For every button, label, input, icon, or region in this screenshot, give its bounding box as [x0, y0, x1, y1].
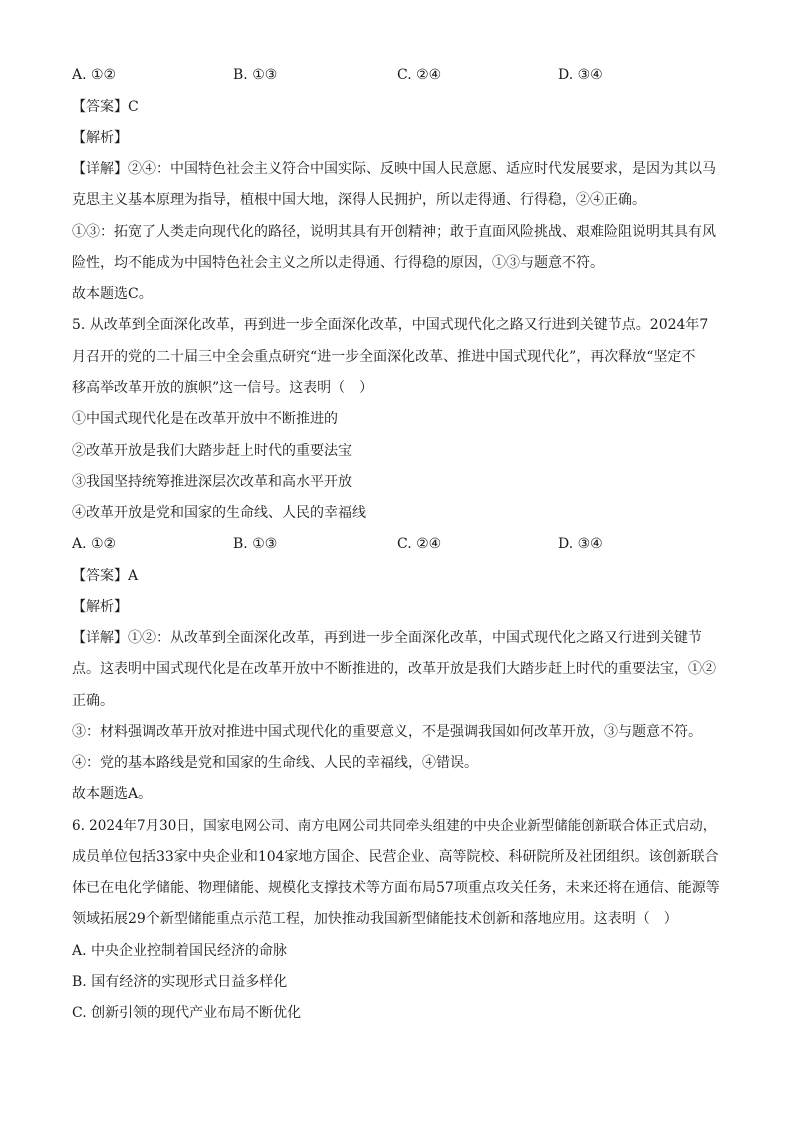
q6-option-c: C. 创新引领的现代产业布局不断优化	[72, 1005, 302, 1021]
q5-answer: 【答案】A	[72, 568, 139, 584]
q4-detail-line: 险性，均不能成为中国特色社会主义之所以走得通、行得稳的原因，①③与题意不符。	[72, 255, 604, 271]
q4-detail-line: 【详解】②④：中国特色社会主义符合中国实际、反映中国人民意愿、适应时代发展要求，是因为其以马	[72, 161, 716, 177]
q4-option-c: C. ②④	[397, 67, 442, 83]
q5-detail-line: 点。这表明中国式现代化是在改革开放中不断推进的，改革开放是我们大踏步赶上时代的重要法宝，①②	[72, 661, 716, 677]
q5-statement-3: ③我国坚持统筹推进深层次改革和高水平开放	[72, 474, 352, 490]
q5-option-b: B. ①③	[233, 536, 278, 552]
q6-stem-line: 成员单位包括33家中央企业和104家地方国企、民营企业、高等院校、科研院所及社团组织。该创新联合	[72, 849, 719, 865]
q5-detail-line: 【详解】①②：从改革到全面深化改革，再到进一步全面深化改革，中国式现代化之路又行进到关键节	[72, 630, 702, 646]
q4-option-b: B. ①③	[233, 67, 278, 83]
q5-stem-line: 移高举改革开放的旗帜”这一信号。这表明（ ）	[72, 380, 374, 396]
q5-detail-line: ④：党的基本路线是党和国家的生命线、人民的幸福线，④错误。	[72, 755, 478, 771]
q4-detail-line: ①③：拓宽了人类走向现代化的路径，说明其具有开创精神；敢于直面风险挑战、艰难险阻说明其具有风	[72, 224, 716, 240]
q4-answer: 【答案】C	[72, 99, 139, 115]
q4-options	[72, 65, 724, 85]
q5-stem-line: 月召开的党的二十届三中全会重点研究“进一步全面深化改革、推进中国式现代化”，再次释放“坚定不	[72, 349, 696, 365]
q5-detail-line: 正确。	[72, 693, 114, 709]
q6-stem-line: 6. 2024年7月30日，国家电网公司、南方电网公司共同牵头组建的中央企业新型储能创新联合体正式启动，	[72, 818, 717, 834]
q5-options	[72, 534, 724, 554]
q5-option-a: A. ①②	[72, 536, 117, 552]
q4-option-d: D. ③④	[558, 67, 603, 83]
q6-option-a: A. 中央企业控制着国民经济的命脉	[72, 943, 288, 959]
q5-statement-2: ②改革开放是我们大踏步赶上时代的重要法宝	[72, 443, 352, 459]
q4-detail-line: 克思主义基本原理为指导，植根中国大地，深得人民拥护，所以走得通、行得稳，②④正确。	[72, 192, 646, 208]
q5-detail-line: ③：材料强调改革开放对推进中国式现代化的重要意义，不是强调我国如何改革开放，③与题意不符。	[72, 724, 702, 740]
q6-option-b: B. 国有经济的实现形式日益多样化	[72, 974, 288, 990]
q4-conclusion: 故本题选C。	[72, 286, 153, 302]
q6-stem-line: 体已在电化学储能、物理储能、规模化支撑技术等方面布局57项重点攻关任务，未来还将在通信、能源等	[72, 880, 720, 896]
q5-conclusion: 故本题选A。	[72, 786, 153, 802]
q5-statement-1: ①中国式现代化是在改革开放中不断推进的	[72, 411, 338, 427]
q6-stem-line: 领域拓展29个新型储能重点示范工程，加快推动我国新型储能技术创新和落地应用。这表明（ ）	[72, 911, 678, 927]
q4-option-a: A. ①②	[72, 67, 117, 83]
q5-analysis-label: 【解析】	[72, 599, 128, 615]
q5-option-c: C. ②④	[397, 536, 442, 552]
q4-analysis-label: 【解析】	[72, 130, 128, 146]
q5-stem-line: 5. 从改革到全面深化改革，再到进一步全面深化改革，中国式现代化之路又行进到关键节点。2024年7	[72, 317, 709, 333]
q5-option-d: D. ③④	[558, 536, 603, 552]
q5-statement-4: ④改革开放是党和国家的生命线、人民的幸福线	[72, 505, 366, 521]
